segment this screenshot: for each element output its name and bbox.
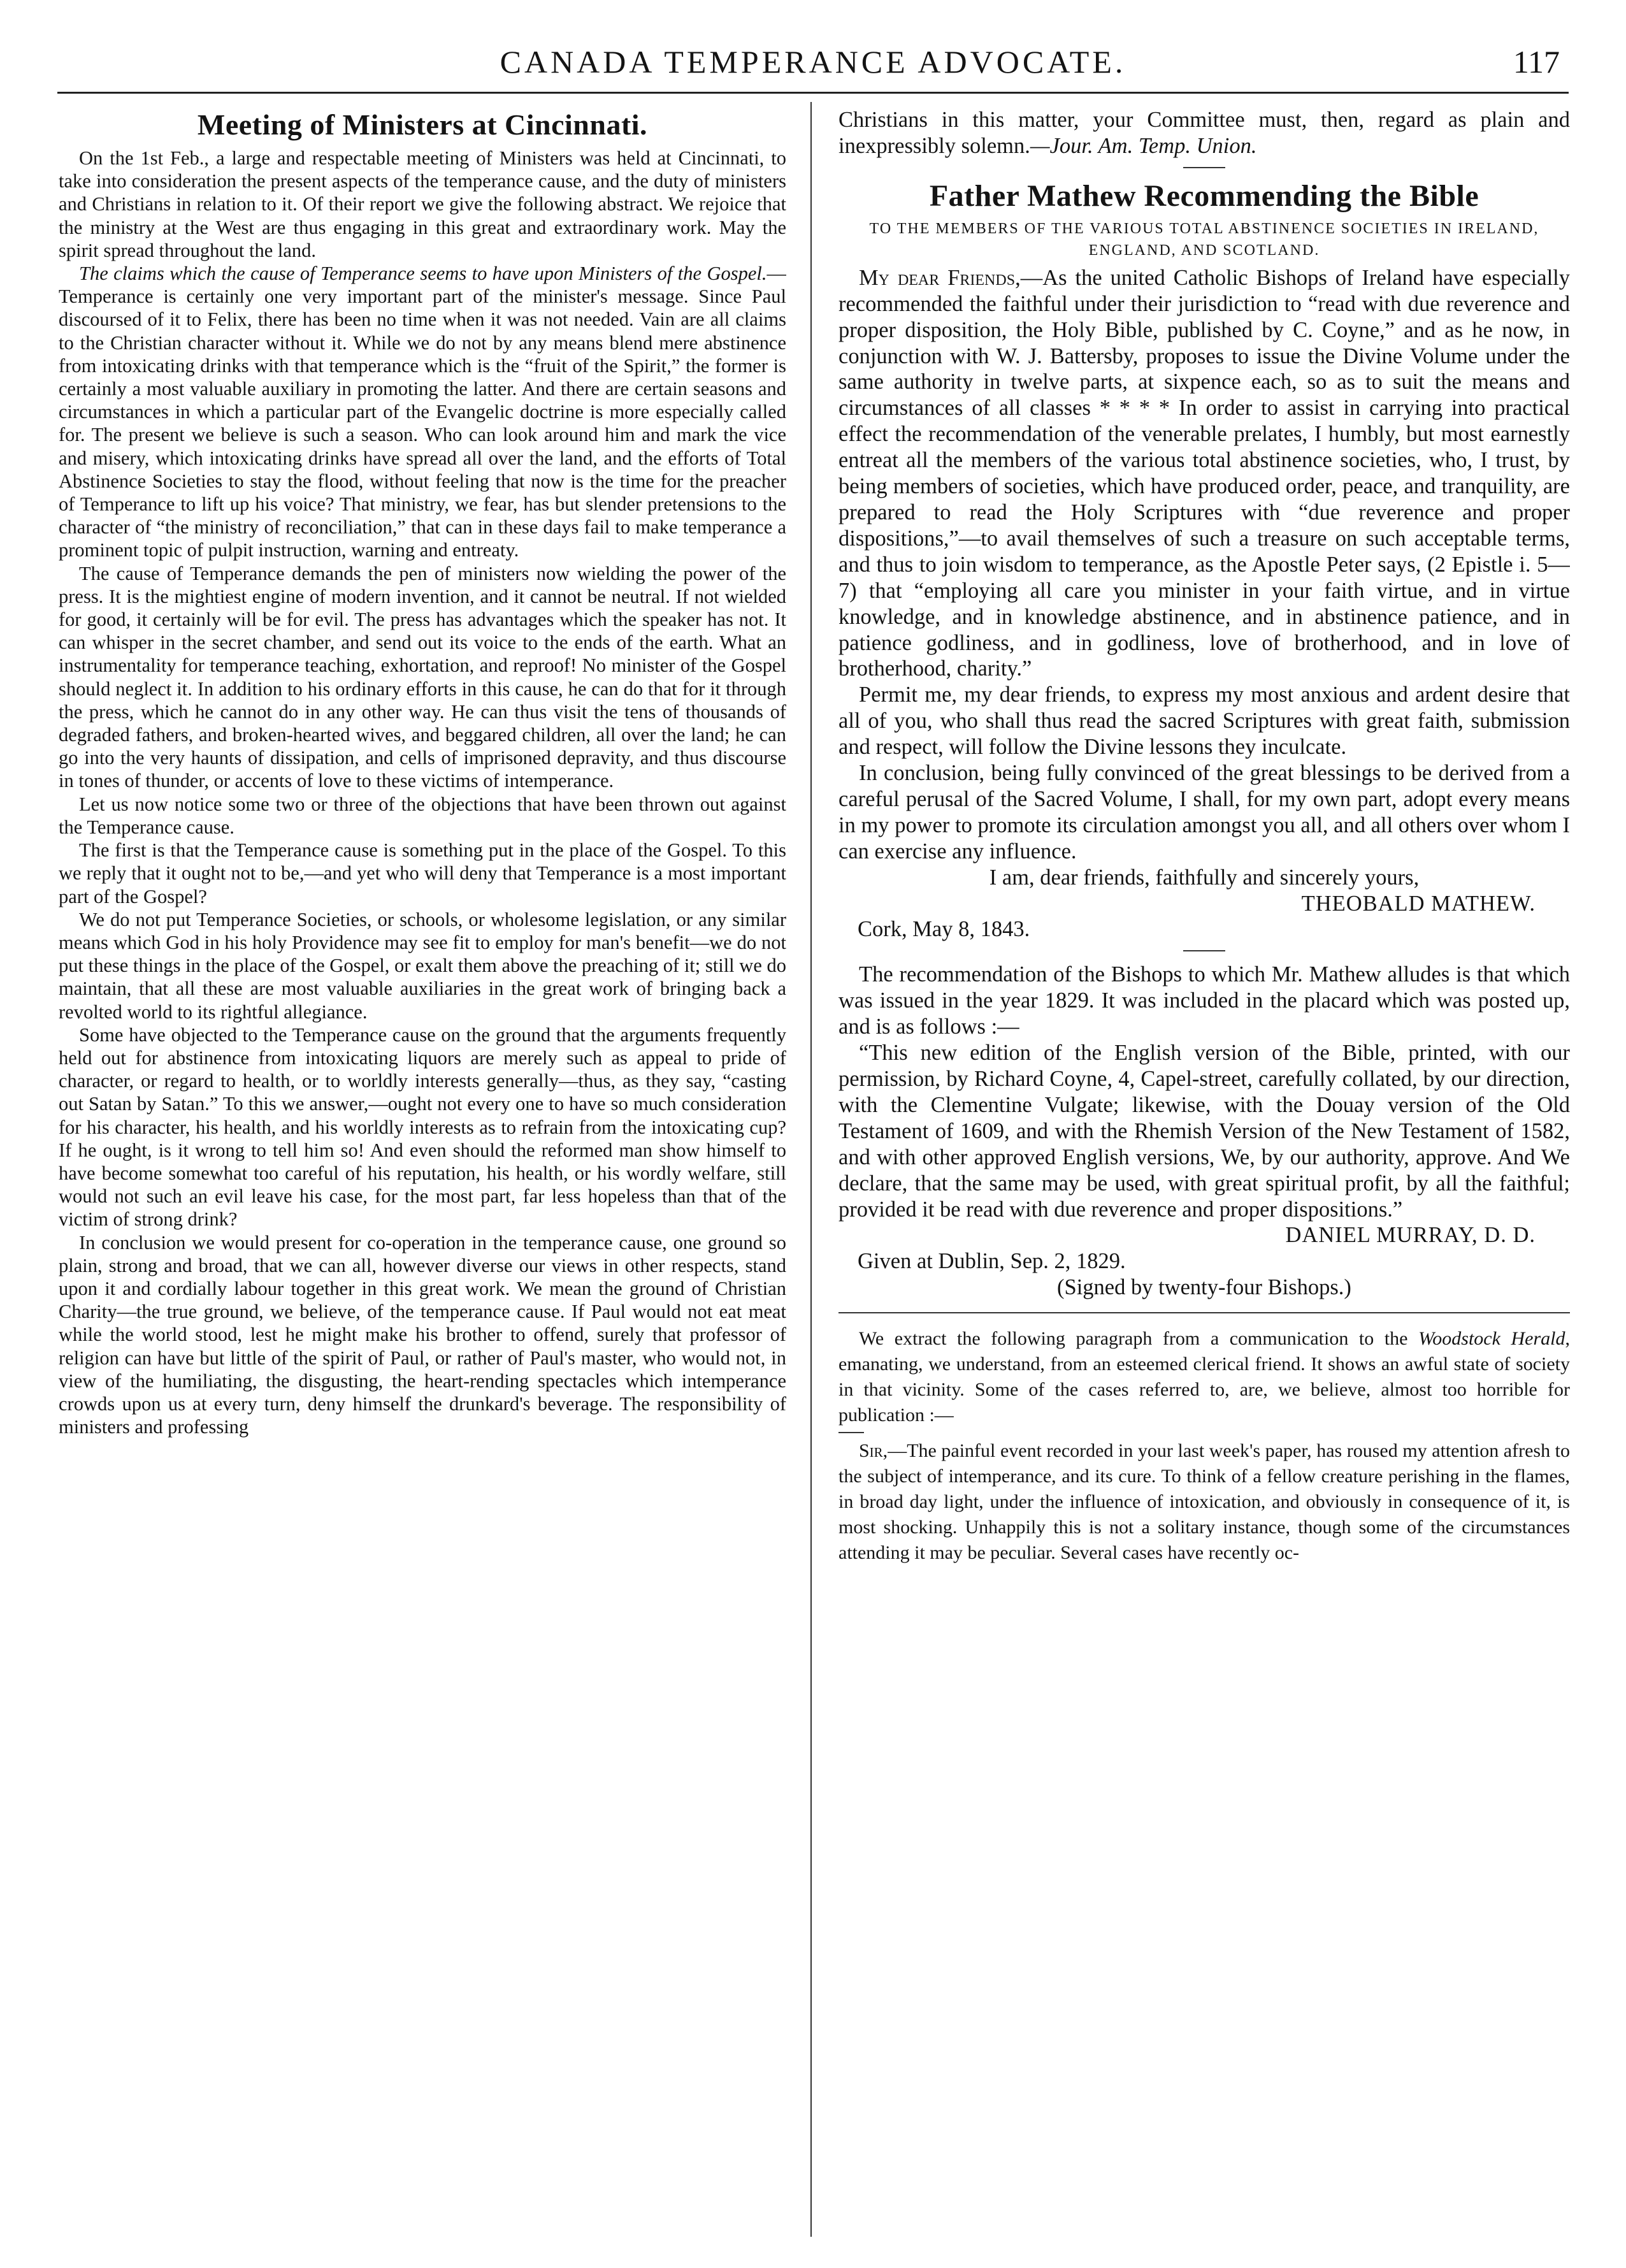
paragraph: We do not put Temperance Societies, or schools, or wholesome legislation, or any similar means which God in his holy Providence may see fit to employ for man's benefit—we do not put these things in the place of the Gospel, or exalt them above the preaching of it; still we do maintain, that all these are most valuable auxiliaries in the great work of bringing back a revolted world to its rightful allegiance.: [59, 908, 786, 1023]
letter-closing: I am, dear friends, faithfully and sincerely yours,: [989, 865, 1420, 890]
paragraph: The recommendation of the Bishops to which Mr. Mathew alludes is that which was issued in the year 1829. It was included in the placard which was posted up, and is as follows :—: [838, 962, 1570, 1039]
paragraph: In conclusion, being fully convinced of the great blessings to be derived from a careful perusal of the Sacred Volume, I shall, for my own part, adopt every means in my power to promote its circulation amongst you all, and all others over whom I can exercise any influence.: [838, 761, 1570, 863]
paragraph: The cause of Temperance demands the pen of ministers now wielding the power of the press. It is the mightiest engine of modern invention, and it cannot be neutral. If not wielded for good, it certainly will be for evil. The press has advantages which the speaker has not. It can whisper in the secret chamber, and send out its voice to the ends of the earth. What an instrumentality for temperance teaching, exhortation, and reproof! No minister of the Gospel should neglect it. In addition to his ordinary efforts in this cause, he can do that for it through the press, which he cannot do in any other way. He can thus visit the tens of thousands of degraded fathers, and broken-hearted wives, and beggared children, all over the land; he can go into the very haunts of dissipation, and cells of imprisoned depravity, and thus discourse in tones of thunder, or accents of love to these victims of intemperance.: [59, 562, 786, 792]
section-rule: [1183, 950, 1225, 951]
page-header: [57, 40, 1569, 97]
paragraph-text: Christians in this matter, your Committee must, then, regard as plain and inexpressibly solemn.: [838, 108, 1570, 158]
letter-salutation: Sir,: [859, 1440, 888, 1462]
section-rule: [838, 1312, 1570, 1313]
page-number: 117: [1513, 44, 1560, 80]
salutation: My dear Friends,: [859, 265, 1021, 290]
left-column: [59, 107, 786, 2235]
paragraph: Permit me, my dear friends, to express my most anxious and ardent desire that all of you, who shall thus read the sacred Scriptures with great faith, submission and respect, will follow the Divine lessons they inculcate.: [838, 683, 1570, 760]
article-heading-father-mathew: Father Mathew Recommending the Bible: [929, 178, 1479, 213]
italic-lead: The claims which the cause of Temperance seems to have upon Ministers of the Gospel.: [79, 263, 767, 285]
paragraph: [838, 265, 1570, 683]
paragraph: In conclusion we would present for co-operation in the temperance cause, one ground so plain, strong and broad, that we can all, however diverse our views in other respects, stand upon it and cordially labour together in this great work. We mean the ground of Christian Charity—the true ground, we believe, of the temperance cause. If Paul would not eat meat while the world stood, lest he might make his brother to offend, surely that professor of religion can have but little of the spirit of Paul, or rather of Paul's master, who would not, in view of the humiliating, the disgusting, the heart-rending spectacles which intemperance crowds upon us at every turn, deny himself the drunkard's beverage. The responsibility of ministers and professing: [59, 1231, 786, 1438]
paragraph-text: , emanating, we understand, from an esteemed clerical friend. It shows an awful state of society in that vicinity. Some of the cases referred to, are, we believe, almost too horrible for publication :—: [838, 1328, 1570, 1426]
quote-signed-note: (Signed by twenty-four Bishops.): [1057, 1275, 1351, 1300]
separator-rule: [838, 1432, 864, 1433]
newspaper-name: Woodstock Herald: [1418, 1328, 1565, 1350]
paragraph: [59, 262, 786, 562]
article-heading-cincinnati: Meeting of Ministers at Cincinnati.: [197, 108, 648, 141]
paragraph-text: —The painful event recorded in your last week's paper, has roused my attention afresh to the subject of intemperance, and its cure. To think of a fellow creature perishing in the flames, in broad day light, under the influence of intoxication, and obviously in consequence of it, is most shocking. Unhappily this is not a solitary instance, though some of the circumstances attending it may be peculiar. Several cases have recently oc-: [838, 1440, 1570, 1564]
column-divider: [810, 102, 812, 2237]
publication-title: CANADA TEMPERANCE ADVOCATE.: [500, 44, 1126, 80]
letter-place-date: Cork, May 8, 1843.: [858, 917, 1030, 942]
letter-signature: THEOBALD MATHEW.: [1301, 891, 1536, 916]
paragraph-text: We extract the following paragraph from a communication to the: [859, 1328, 1419, 1350]
paragraph: [838, 1326, 1570, 1428]
paragraph: Let us now notice some two or three of the objections that have been thrown out against the Temperance cause.: [59, 793, 786, 838]
paragraph-continued: [838, 107, 1570, 159]
paragraph: The first is that the Temperance cause is something put in the place of the Gospel. To this we reply that it ought not to be,—and yet who will deny that Temperance is a most important part of the Gospel?: [59, 839, 786, 907]
paragraph: [838, 1438, 1570, 1566]
header-rule: [57, 92, 1569, 94]
article-subheading: TO THE MEMBERS OF THE VARIOUS TOTAL ABSTINENCE SOCIETIES IN IRELAND, ENGLAND, AND SCOTLAND.: [869, 220, 1539, 259]
paragraph: Some have objected to the Temperance cause on the ground that the arguments frequently held out for abstinence from intoxicating liquors are merely such as appeal to pride of character, or regard to health, or to worldly interests generally—thus, as they say, “casting out Satan by Satan.” To this we answer,—ought not every one to have so much consideration for his character, his health, and his worldly interests as to refrain from the intoxicating cup? If he ought, is it wrong to tell him so! And even should the reformed man show himself to have become somewhat too careful of his reputation, his health, or his wordly welfare, still would not such an evil leave his case, for the most part, far less hopeless than that of the victim of strong drink?: [59, 1023, 786, 1231]
paragraph-text: —Temperance is certainly one very important part of the minister's message. Since Paul discoursed of it to Felix, there has been no time when it was not needed. Vain are all claims to the Christian character without it. While we do not by any means blend mere abstinence from intoxicating drinks with that temperance which is the “fruit of the Spirit,” the former is certainly a most valuable auxiliary in promoting the latter. And there are certain seasons and circumstances in which a particular part of the Evangelic doctrine is more especially called for. The present we believe is such a season. Who can look around him and mark the vice and misery, which intoxicating drinks have spread all over the land, and the efforts of Total Abstinence Societies to stay the flood, without feeling that now is the time for the preacher of Temperance to lift up his voice? That ministry, we fear, has but slender pretensions to the character of “the ministry of reconciliation,” that can in these days fail to make temperance a prominent topic of pulpit instruction, warning and entreaty.: [59, 263, 786, 561]
source-credit: —Jour. Am. Temp. Union.: [1030, 133, 1257, 158]
quote-date: Given at Dublin, Sep. 2, 1829.: [858, 1249, 1126, 1274]
paragraph: On the 1st Feb., a large and respectable meeting of Ministers was held at Cincinnati, to take into consideration the present aspects of the temperance cause, and the duty of ministers and Christians in relation to it. Of their report we give the following abstract. We rejoice that the ministry at the West are thus engaging in this great and extraordinary work. May the spirit spread throughout the land.: [59, 147, 786, 261]
section-rule: [1183, 167, 1225, 168]
quoted-recommendation: “This new edition of the English version of the Bible, printed, with our permission, by Richard Coyne, 4, Capel-street, carefully collated, by our direction, with the Clementine Vulgate; likewise, with the Douay version of the Old Testament of 1609, and with the Rhemish Version of the New Testament of 1582, and with other approved English versions, We, by our authority, approve. And We declare, that the same may be used, with great spiritual profit, by all the faithful; provided it be read with due reverence and proper dispositions.”: [838, 1041, 1570, 1222]
quote-signature: DANIEL MURRAY, D. D.: [1285, 1223, 1536, 1248]
paragraph-text: —As the united Catholic Bishops of Ireland have especially recommended the faithful under their jurisdiction to “read with due reverence and proper disposition, the Holy Bible, published by C. Coyne,” and as he now, in conjunction with W. J. Battersby, proposes to issue the Divine Volume under the same authority in twelve parts, at sixpence each, so as to suit the means and circumstances of all classes * * * * In order to assist in carrying into practical effect the recommendation of the venerable prelates, I humbly, but most earnestly entreat all the members of the various total abstinence societies, who, I trust, by being members of societies, which have produced order, peace, and tranquility, are prepared to read the Holy Scriptures with “due reverence and proper dispositions,”—to avail themselves of such a treasure on such acceptable terms, and thus to join wisdom to temperance, as the Apostle Peter says, (2 Epistle i. 5—7) that “employing all care you minister in your faith virtue, and in virtue knowledge, and in knowledge abstinence, and in abstinence patience, and in patience godliness, and in godliness, love of brotherhood, and in love of brotherhood, charity.”: [838, 265, 1570, 681]
right-column: [838, 107, 1570, 2235]
